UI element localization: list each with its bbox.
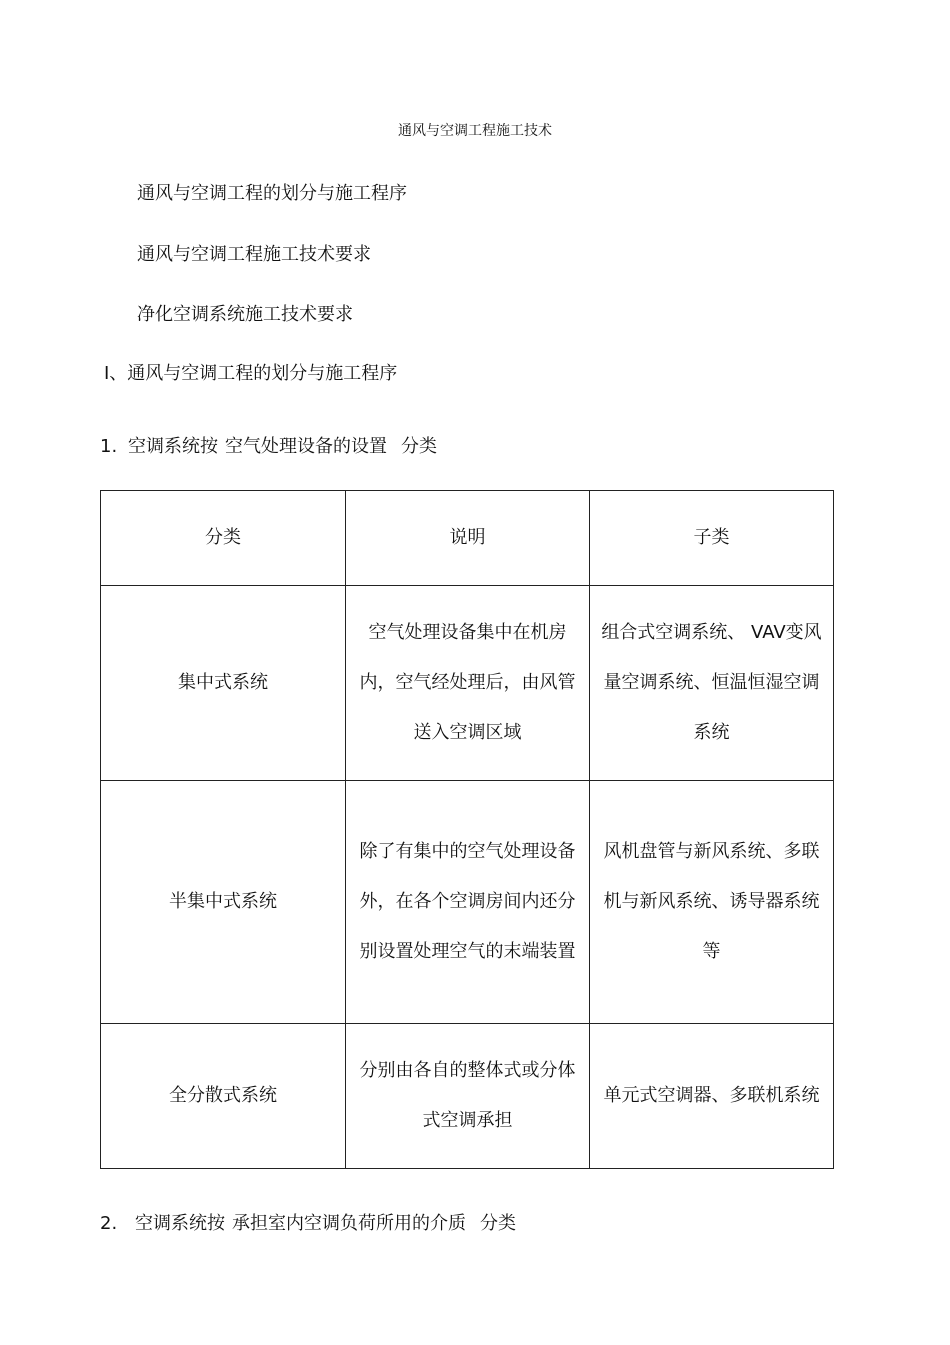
subheading-2-number: 2. [100,1213,118,1234]
table-header-cell: 说明 [346,491,590,586]
classification-table [100,490,834,1169]
subheading-2 [100,1209,516,1235]
subheading-2-part-b: 承担室内空调负荷所用的介质 [232,1213,466,1234]
table-row [101,781,834,1024]
table-header-cell: 子类 [590,491,834,586]
document-title: 通风与空调工程施工技术 [398,123,552,139]
subheading-2-part-a: 空调系统按 [135,1213,225,1234]
section-heading: Ⅰ、通风与空调工程的划分与施工程序 [104,363,398,384]
table-cell-sub: 风机盘管与新风系统、多联机与新风系统、诱导器系统等 [590,781,834,1024]
table-cell-desc: 除了有集中的空气处理设备外，在各个空调房间内还分别设置处理空气的末端装置 [346,781,590,1024]
subheading-1 [100,432,437,458]
table-cell-desc: 空气处理设备集中在机房内，空气经处理后，由风管送入空调区域 [346,586,590,781]
subheading-1-part-a: 空调系统按 [128,436,218,457]
table-cell-sub: 组合式空调系统、 VAV变风量空调系统、恒温恒湿空调系统 [590,586,834,781]
table-row [101,1024,834,1169]
subheading-1-number: 1. [100,436,118,457]
table-header-row [101,491,834,586]
table-cell-category: 全分散式系统 [101,1024,346,1169]
subheading-1-part-b: 空气处理设备的设置 [225,436,387,457]
table-header-cell: 分类 [101,491,346,586]
table-cell-sub: 单元式空调器、多联机系统 [590,1024,834,1169]
table-row [101,586,834,781]
table-cell-category: 集中式系统 [101,586,346,781]
subheading-1-part-c: 分类 [401,436,437,457]
toc-item-clean-room: 净化空调系统施工技术要求 [137,304,353,325]
toc-item-division: 通风与空调工程的划分与施工程序 [137,183,407,204]
subheading-2-part-c: 分类 [480,1213,516,1234]
toc-item-technical-requirements: 通风与空调工程施工技术要求 [137,244,371,265]
table-cell-desc: 分别由各自的整体式或分体式空调承担 [346,1024,590,1169]
table-cell-category: 半集中式系统 [101,781,346,1024]
